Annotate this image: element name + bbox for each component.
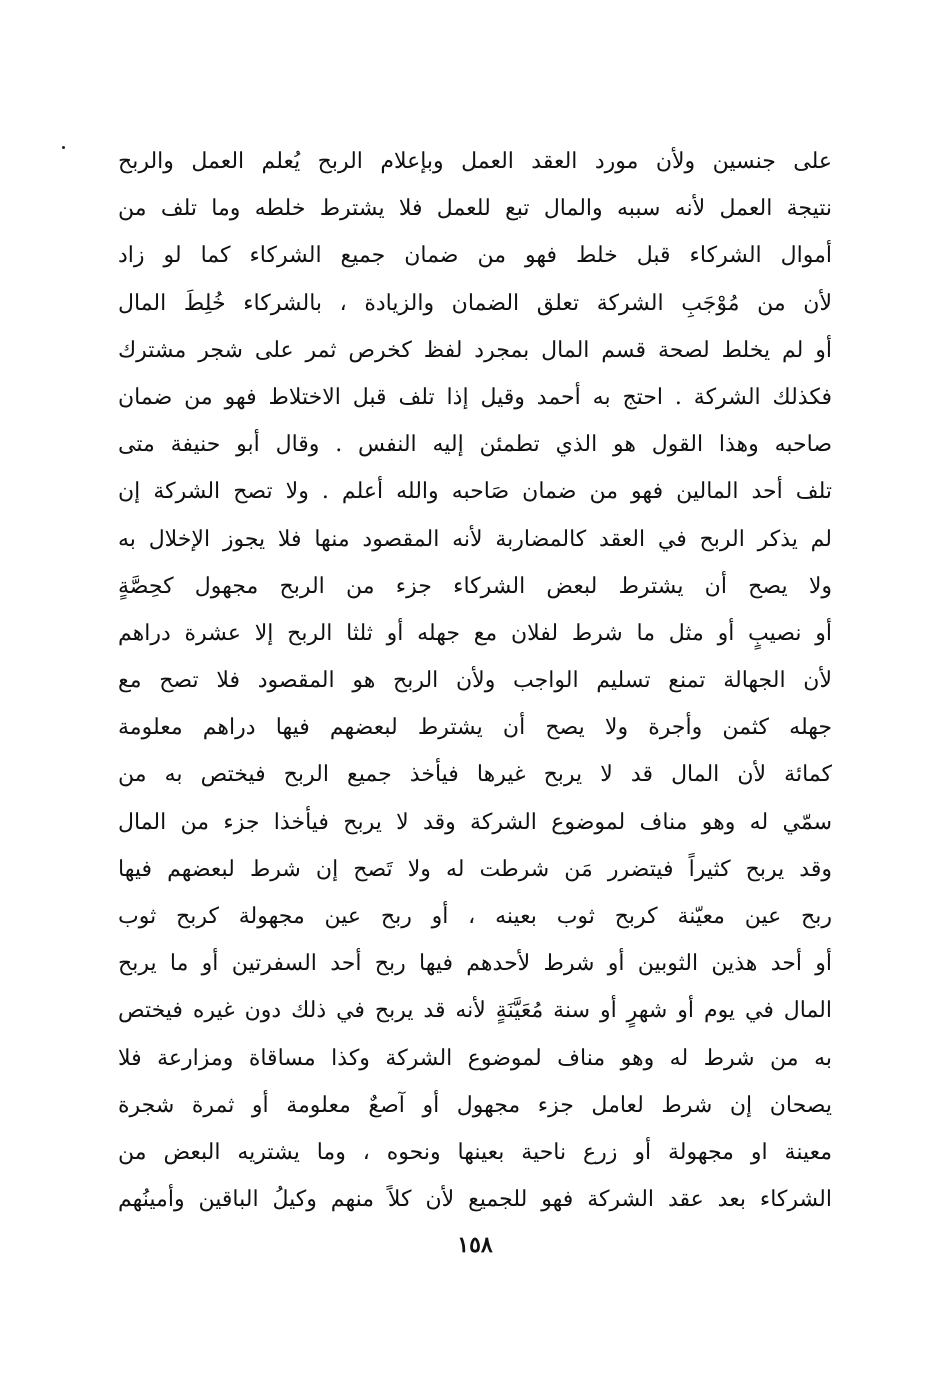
text-line: وقد يربح كثيراً فيتضرر مَن شرطت له ولا تَصح إن شرط لبعضهم فيها [118, 856, 832, 882]
text-line: أو نصيبٍ أو مثل ما شرط لفلان مع جهله أو ثلثا الربح إلا عشرة دراهم [118, 620, 832, 646]
text-line: أو لم يخلط لصحة قسم المال بمجرد لفظ كخرص ثمر على شجر مشترك [118, 337, 832, 363]
text-line: لم يذكر الربح في العقد كالمضاربة لأنه المقصود منها فلا يجوز الإخلال به [118, 526, 832, 552]
text-line: فكذلك الشركة . احتج به أحمد وقيل إذا تلف قبل الاختلاط فهو من ضمان [118, 384, 832, 410]
page-number: ١٥٨ [457, 1232, 493, 1258]
text-line: يصحان إن شرط لعامل جزء مجهول أو آصعٌ معلومة أو ثمرة شجرة [118, 1092, 832, 1118]
text-line: لأن من مُوْجَبِ الشركة تعلق الضمان والزيادة ، بالشركاء خُلِطَ المال [118, 290, 832, 316]
text-line: المال في يوم أو شهرٍ أو سنة مُعَيَّنَةٍ لأنه قد يربح في ذلك دون غيره فيختص [118, 998, 832, 1024]
body-text [118, 138, 832, 1223]
text-line: أو أحد هذين الثوبين أو شرط لأحدهم فيها ربح أحد السفرتين أو ما يربح [118, 951, 832, 977]
text-line: جهله كثمن وأجرة ولا يصح أن يشترط لبعضهم فيها دراهم معلومة [118, 715, 832, 741]
text-line: نتيجة العمل لأنه سببه والمال تبع للعمل فلا يشترط خلطه وما تلف من [118, 196, 832, 222]
scan-speck [62, 146, 65, 149]
text-line: على جنسين ولأن مورد العقد العمل وبإعلام الربح يُعلم العمل والربح [118, 149, 832, 174]
text-line: تلف أحد المالين فهو من ضمان صَاحبه والله أعلم . ولا تصح الشركة إن [118, 479, 832, 505]
text-line: الشركاء بعد عقد الشركة فهو للجميع لأن كلاً منهم وكيلُ الباقين وأمينُهم [118, 1187, 832, 1213]
text-line: به من شرط له وهو مناف لموضوع الشركة وكذا مساقاة ومزارعة فلا [118, 1045, 832, 1071]
text-line: صاحبه وهذا القول هو الذي تطمئن إليه النفس . وقال أبو حنيفة متى [118, 432, 832, 458]
text-line: لأن الجهالة تمنع تسليم الواجب ولأن الربح هو المقصود فلا تصح مع [118, 668, 832, 694]
text-line: ربح عين معيّنة كربح ثوب بعينه ، أو ربح عين مجهولة كربح ثوب [118, 904, 832, 929]
text-line: أموال الشركاء قبل خلط فهو من ضمان جميع الشركاء كما لو زاد [118, 243, 832, 269]
text-line: معينة او مجهولة أو زرع ناحية بعينها ونحوه ، وما يشتريه البعض من [118, 1139, 832, 1165]
text-line: كمائة لأن المال قد لا يربح غيرها فيأخذ جميع الربح فيختص به من [118, 762, 832, 788]
text-line: سمّي له وهو مناف لموضوع الشركة وقد لا يربح فيأخذا جزء من المال [118, 809, 832, 835]
text-line: ولا يصح أن يشترط لبعض الشركاء جزء من الربح مجهول كحِصَّةٍ [118, 573, 832, 599]
